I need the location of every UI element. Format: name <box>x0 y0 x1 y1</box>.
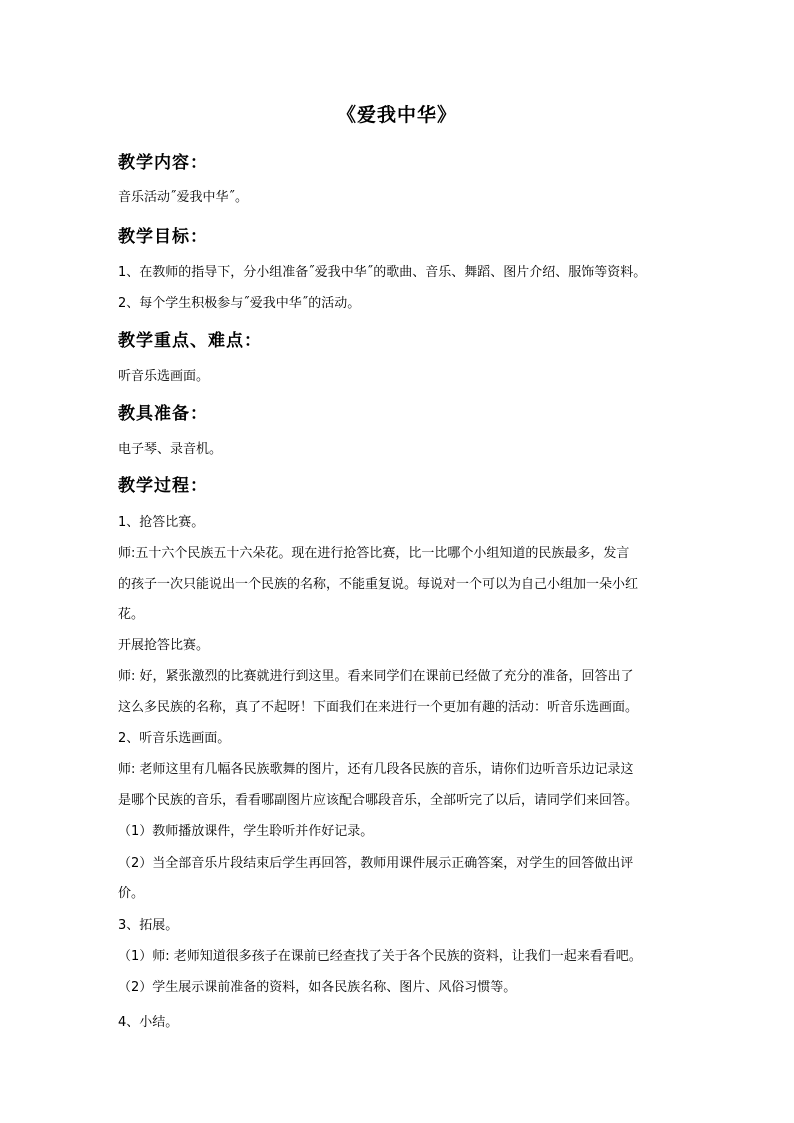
heading-materials: 教具准备： <box>118 404 208 424</box>
paragraph-line: 的孩子一次只能说出一个民族的名称，不能重复说。每说对一个可以为自己小组加一朵小红 <box>118 577 639 592</box>
paragraph-line: 师: 老师这里有几幅各民族歌舞的图片，还有几段各民族的音乐，请你们边听音乐边记录这 <box>118 762 634 777</box>
paragraph-line: 开展抢答比赛。 <box>118 638 210 653</box>
paragraph-line: 2、听音乐选画面。 <box>118 731 231 746</box>
paragraph-line: 2、每个学生积极参与˝爱我中华˝的活动。 <box>118 296 361 311</box>
paragraph-line: 是哪个民族的音乐，看看哪副图片应该配合哪段音乐，全部听完了以后，请同学们来回答。 <box>118 793 639 808</box>
heading-teaching-goals: 教学目标： <box>118 227 208 247</box>
paragraph-line: 师:五十六个民族五十六朵花。现在进行抢答比赛，比一比哪个小组知道的民族最多，发言 <box>118 546 630 561</box>
paragraph-line: 1、抢答比赛。 <box>118 515 205 530</box>
heading-key-points: 教学重点、难点： <box>118 331 262 351</box>
paragraph-line: 这么多民族的名称，真了不起呀！下面我们在来进行一个更加有趣的活动：听音乐选画面。 <box>118 700 639 715</box>
paragraph-line: 听音乐选画面。 <box>118 369 210 384</box>
paragraph-line: 3、拓展。 <box>118 918 179 933</box>
paragraph-line: 音乐活动˝爱我中华˝。 <box>118 190 249 205</box>
document-title: 《爱我中华》 <box>336 104 457 126</box>
paragraph-line: （2）当全部音乐片段结束后学生再回答，教师用课件展示正确答案，对学生的回答做出评 <box>118 856 634 871</box>
paragraph-line: 花。 <box>118 607 145 622</box>
paragraph-line: （2）学生展示课前准备的资料，如各民族名称、图片、风俗习惯等。 <box>118 980 517 995</box>
paragraph-line: 1、在教师的指导下，分小组准备˝爱我中华˝的歌曲、音乐、舞蹈、图片介绍、服饰等资料。 <box>118 265 647 280</box>
paragraph-line: 电子琴、录音机。 <box>118 442 223 457</box>
heading-teaching-process: 教学过程： <box>118 476 208 496</box>
paragraph-line: 师: 好，紧张激烈的比赛就进行到这里。看来同学们在课前已经做了充分的准备，回答出了 <box>118 669 634 684</box>
paragraph-line: （1）师: 老师知道很多孩子在课前已经查找了关于各个民族的资料，让我们一起来看看吧。 <box>118 949 642 964</box>
paragraph-line: （1）教师播放课件，学生聆听并作好记录。 <box>118 824 374 839</box>
heading-teaching-content: 教学内容： <box>118 153 208 173</box>
paragraph-line: 价。 <box>118 886 145 901</box>
paragraph-line: 4、小结。 <box>118 1015 179 1030</box>
